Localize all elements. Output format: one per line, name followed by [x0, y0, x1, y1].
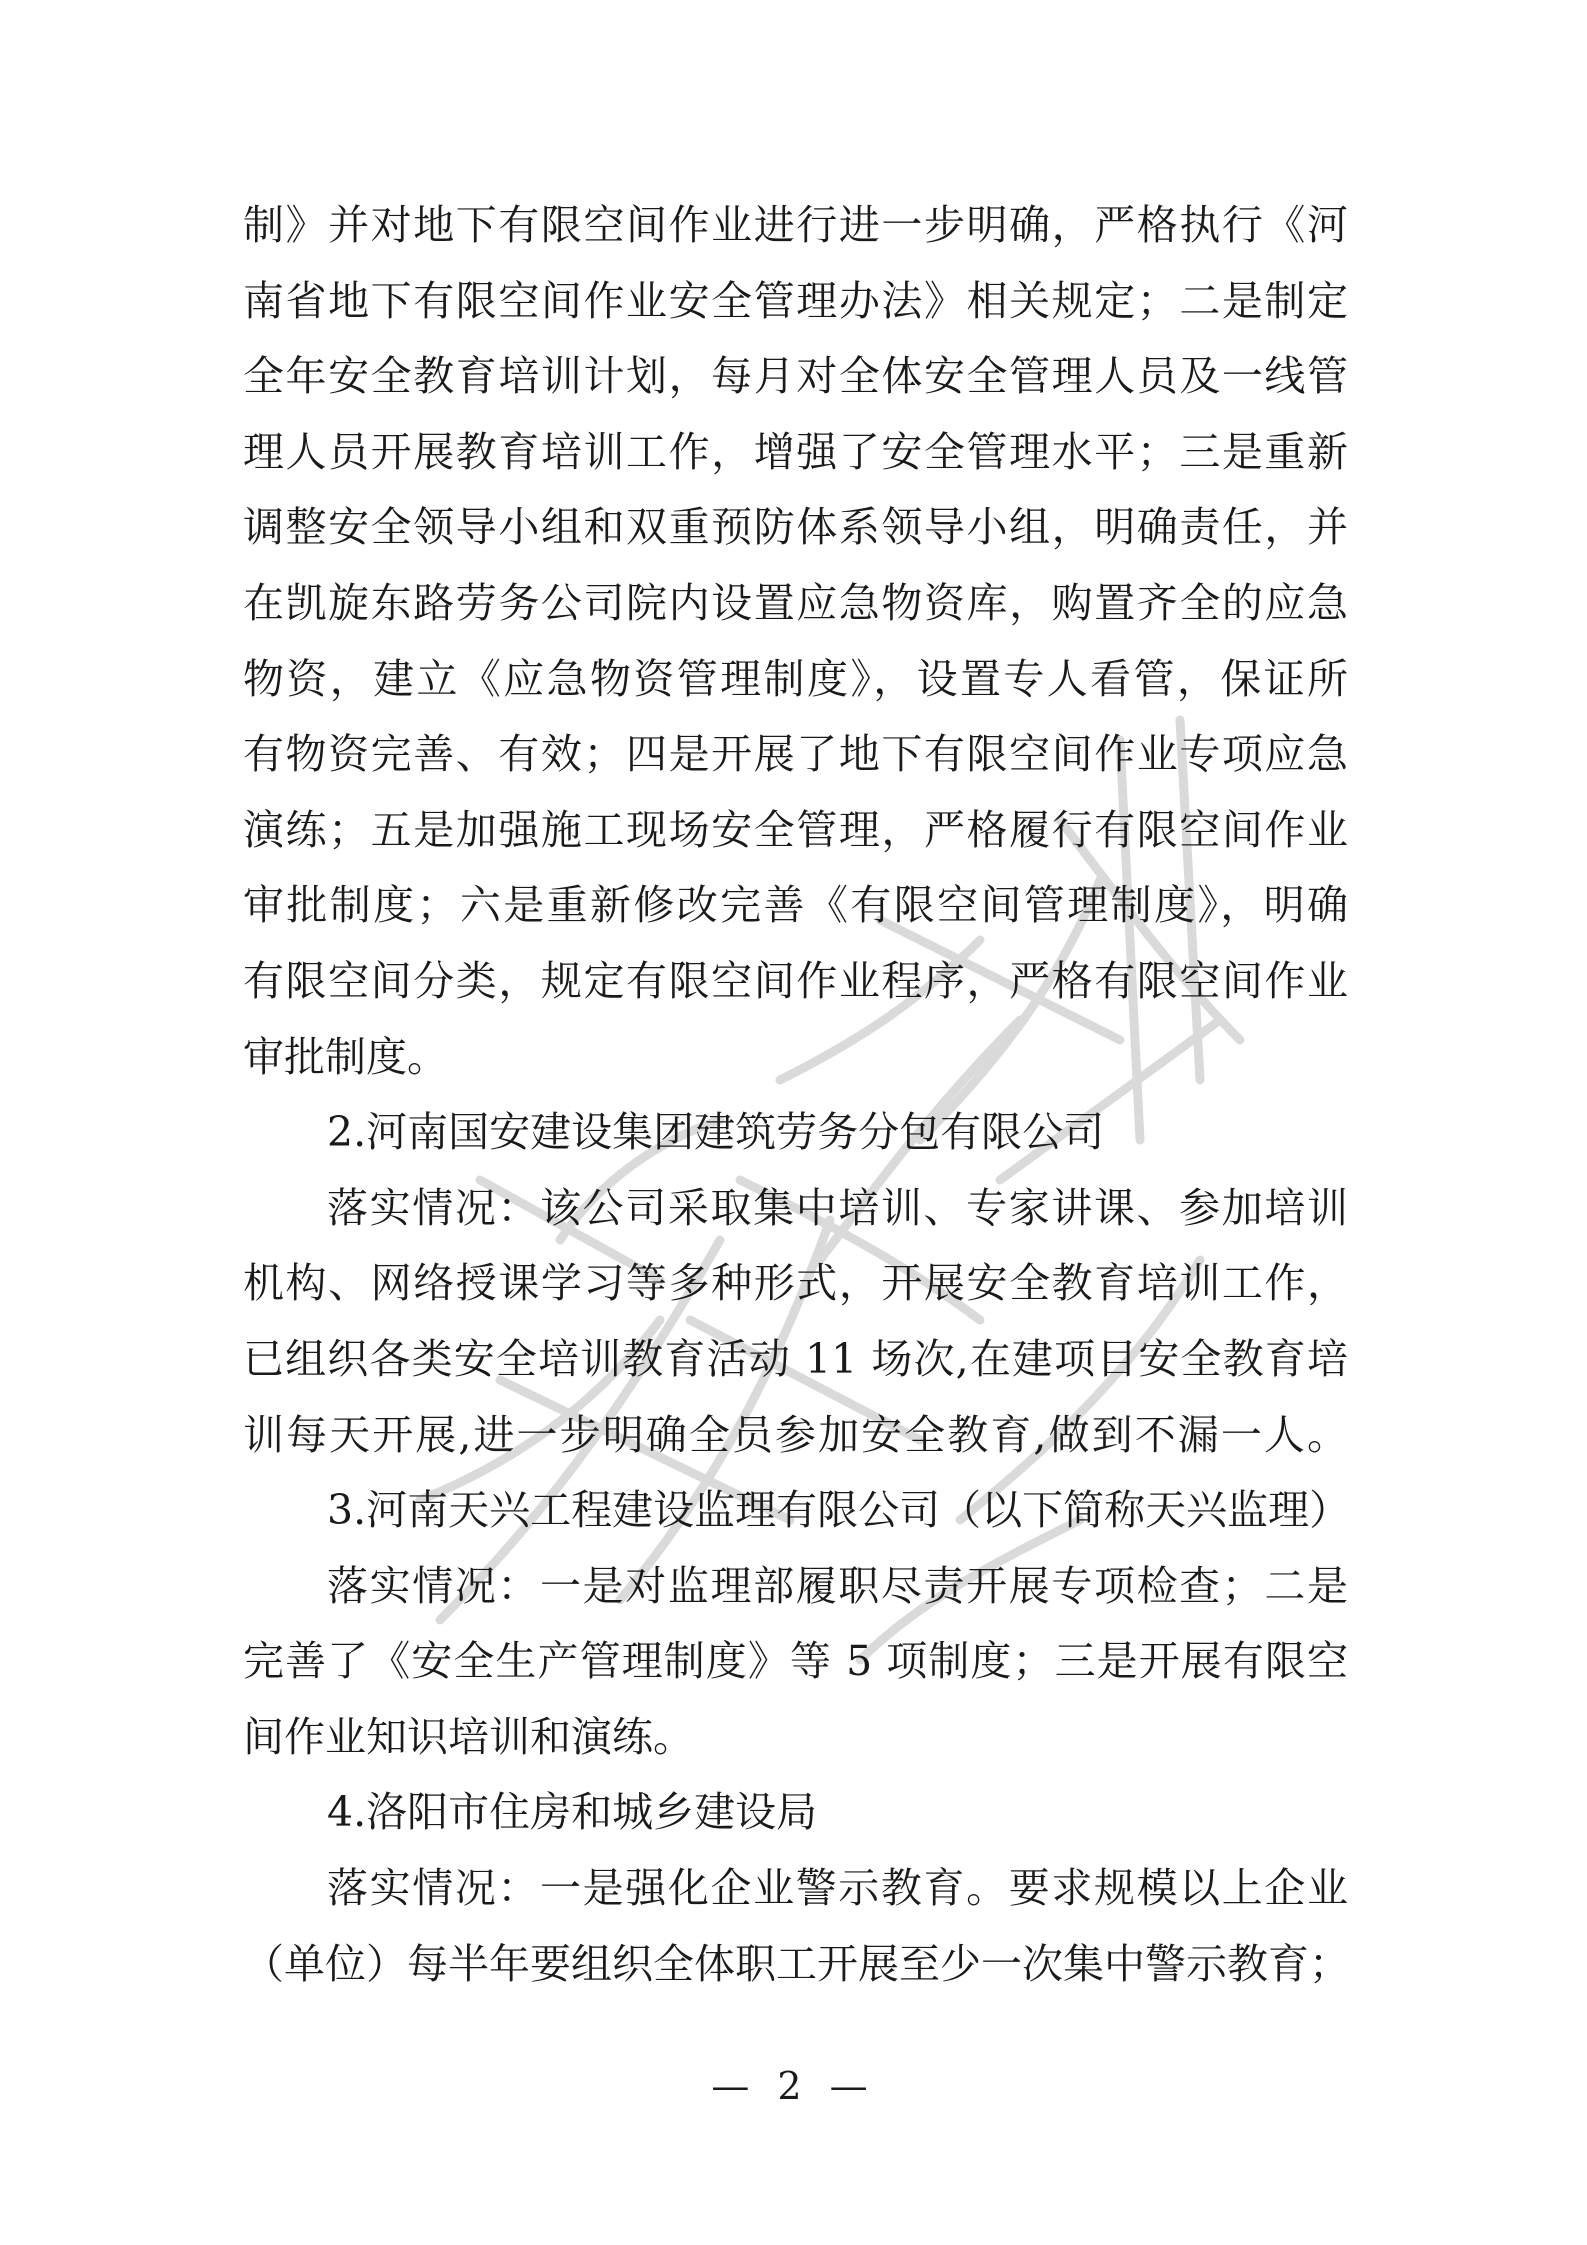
- paragraph-line: 落实情况：一是对监理部履职尽责开展专项检查；二是: [327, 1561, 1348, 1610]
- section-heading: 3.河南天兴工程建设监理有限公司（以下简称天兴监理）: [327, 1486, 1351, 1535]
- paragraph-line: 已组织各类安全培训教育活动 11 场次,在建项目安全教育培: [243, 1334, 1348, 1383]
- section-heading: 2.河南国安建设集团建筑劳务分包有限公司: [327, 1108, 1105, 1157]
- paragraph-line: 理人员开展教育培训工作，增强了安全管理水平；三是重新: [243, 427, 1348, 476]
- paragraph-line: 演练；五是加强施工现场安全管理，严格履行有限空间作业: [243, 805, 1348, 854]
- paragraph-line: 机构、网络授课学习等多种形式，开展安全教育培训工作，: [243, 1259, 1348, 1308]
- paragraph-line: 审批制度；六是重新修改完善《有限空间管理制度》，明确: [243, 881, 1348, 930]
- paragraph-line: 有限空间分类，规定有限空间作业程序，严格有限空间作业: [243, 956, 1348, 1005]
- paragraph-line: 制》并对地下有限空间作业进行进一步明确，严格执行《河: [243, 201, 1348, 249]
- paragraph-line: 审批制度。: [243, 1032, 448, 1081]
- paragraph-line: 在凯旋东路劳务公司院内设置应急物资库，购置齐全的应急: [243, 578, 1348, 627]
- paragraph-line: 调整安全领导小组和双重预防体系领导小组，明确责任，并: [243, 503, 1348, 552]
- paragraph-line: 落实情况：该公司采取集中培训、专家讲课、参加培训: [327, 1183, 1348, 1232]
- paragraph-line: 全年安全教育培训计划，每月对全体安全管理人员及一线管: [243, 352, 1348, 401]
- paragraph-line: （单位）每半年要组织全体职工开展至少一次集中警示教育；: [243, 1939, 1350, 1988]
- paragraph-line: 训每天开展,进一步明确全员参加安全教育,做到不漏一人。: [243, 1410, 1348, 1459]
- paragraph-line: 南省地下有限空间作业安全管理办法》相关规定；二是制定: [243, 276, 1348, 325]
- section-heading: 4.洛阳市住房和城乡建设局: [327, 1788, 818, 1837]
- paragraph-line: 有物资完善、有效；四是开展了地下有限空间作业专项应急: [243, 730, 1348, 779]
- body-text: [243, 188, 1351, 2002]
- paragraph-line: 物资，建立《应急物资管理制度》，设置专人看管，保证所: [243, 654, 1348, 703]
- paragraph-line: 间作业知识培训和演练。: [243, 1712, 694, 1761]
- paragraph-line: 完善了《安全生产管理制度》等 5 项制度；三是开展有限空: [243, 1637, 1348, 1686]
- page-number: — 2 —: [711, 2064, 876, 2108]
- paragraph-line: 落实情况：一是强化企业警示教育。要求规模以上企业: [327, 1864, 1348, 1913]
